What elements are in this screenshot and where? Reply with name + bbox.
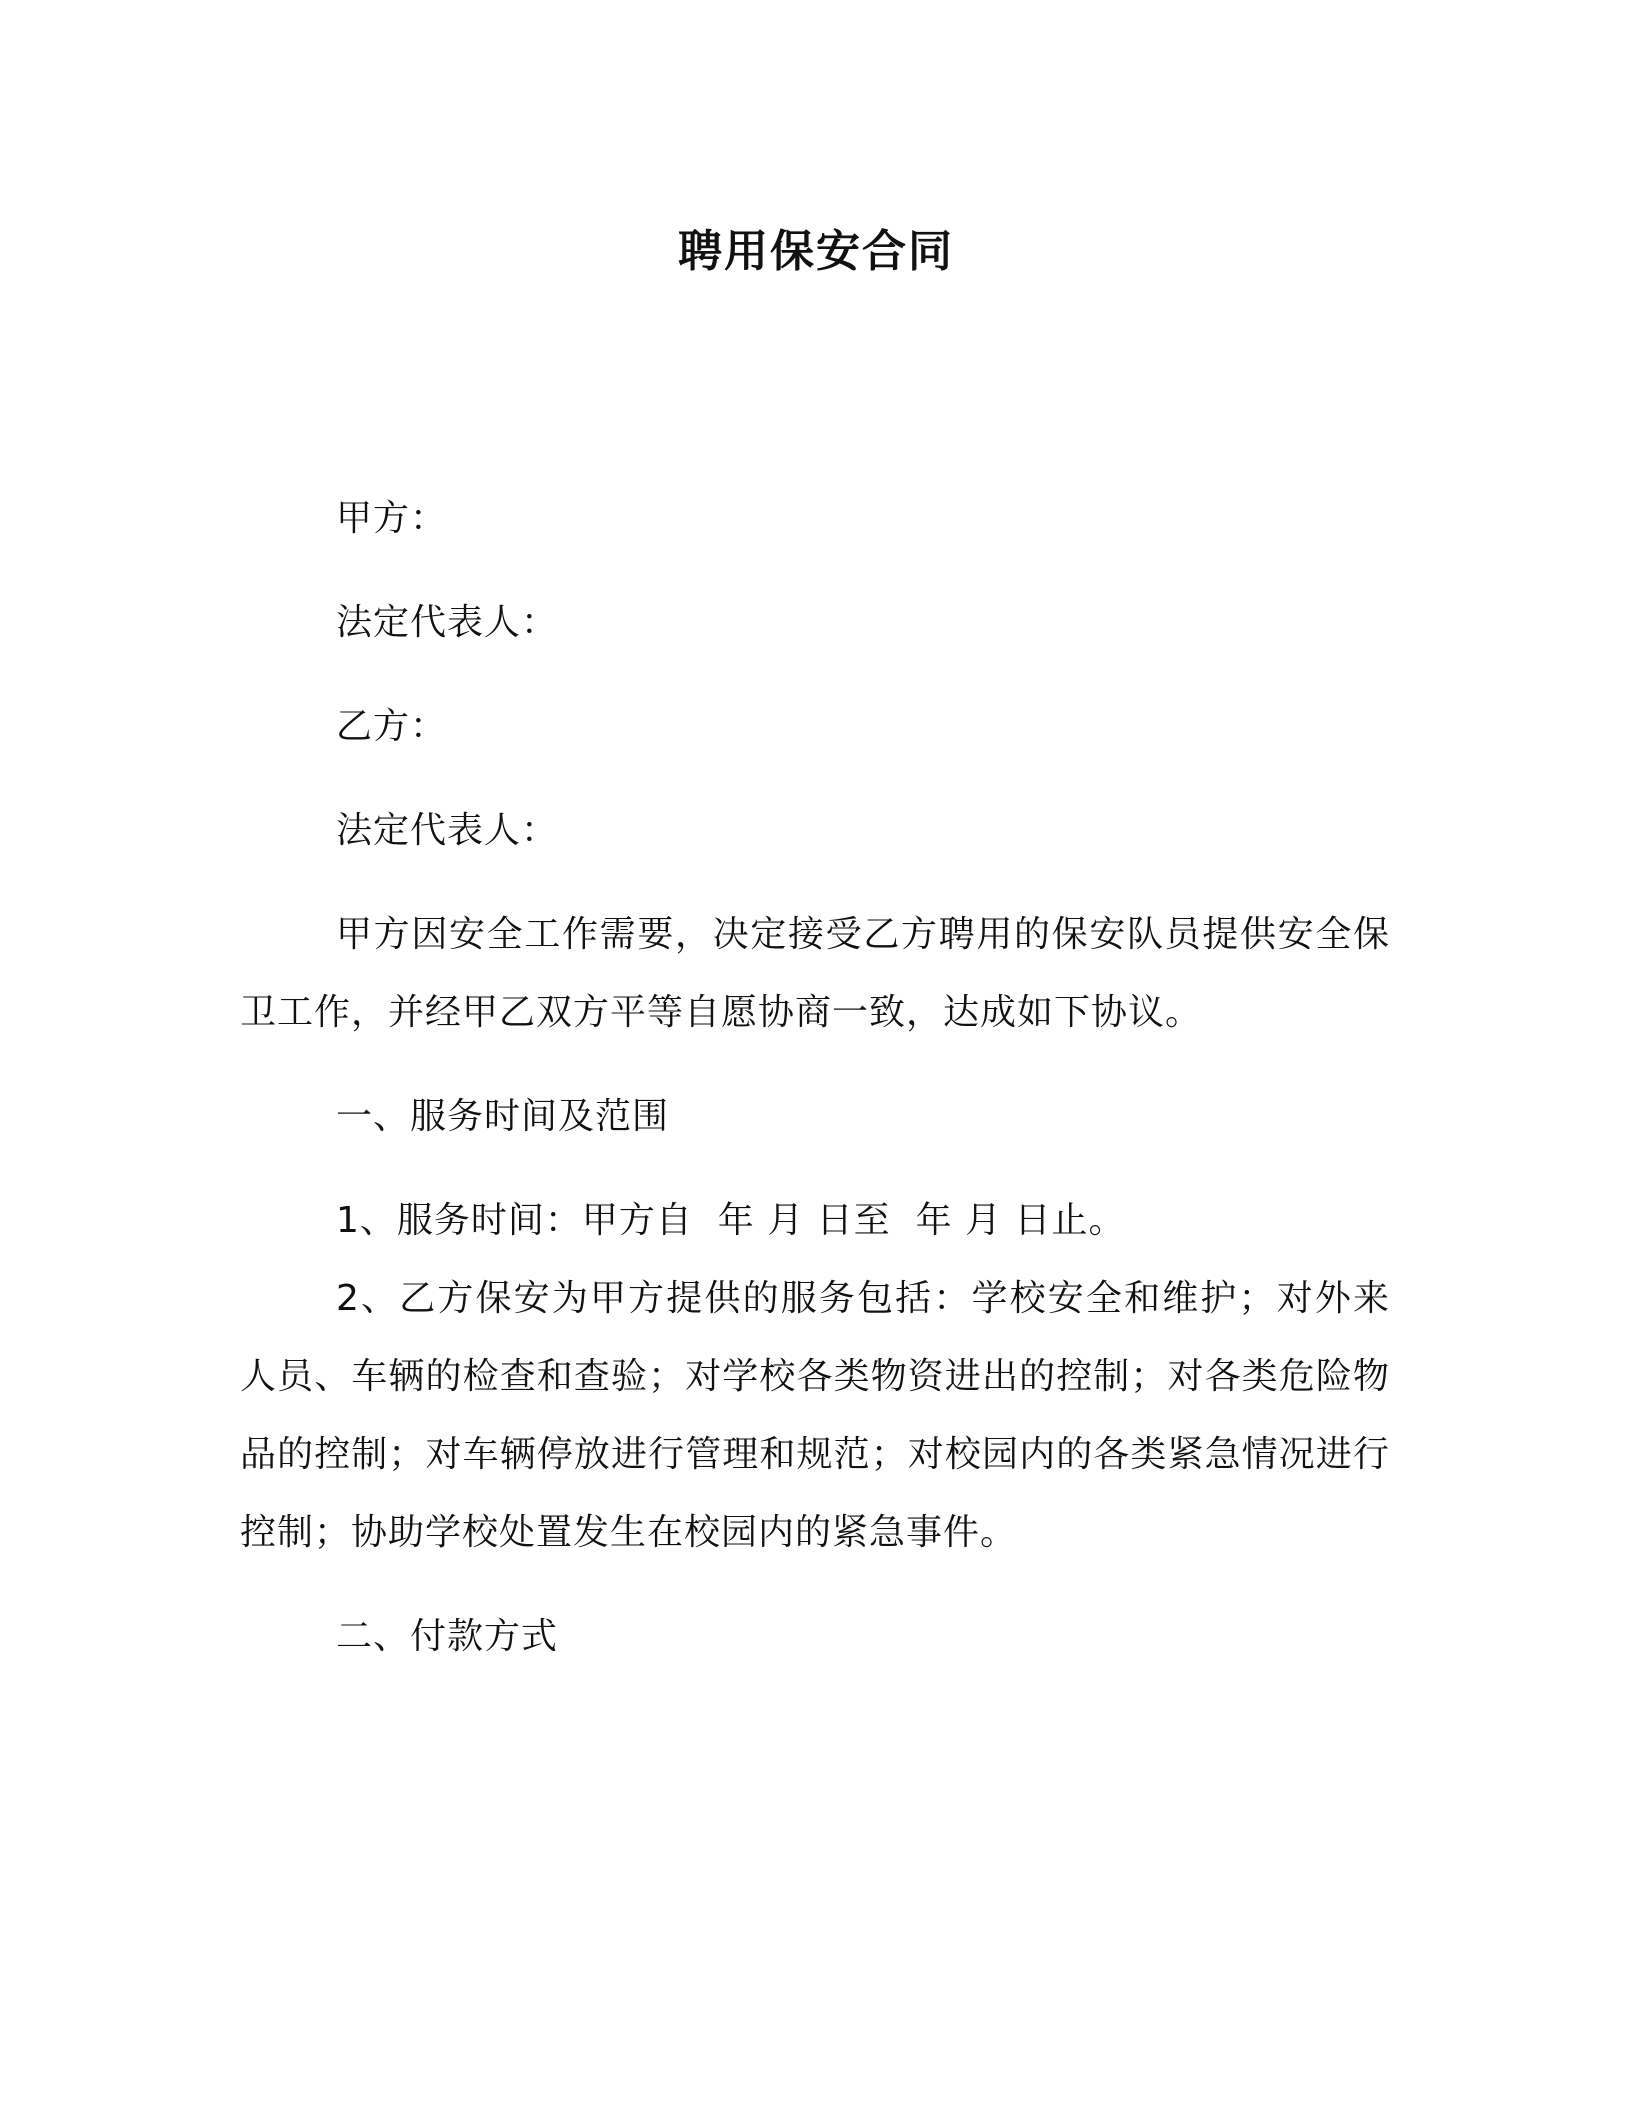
party-b-representative-field: 法定代表人： — [336, 810, 559, 851]
party-a-representative-field: 法定代表人： — [336, 602, 559, 643]
intro-paragraph: 甲方因安全工作需要，决定接受乙方聘用的保安队员提供安全保卫工作，并经甲乙双方平等自愿协商一致，达成如下协议。 — [240, 914, 1390, 1033]
service-scope-item: 2、乙方保安为甲方提供的服务包括：学校安全和维护；对外来人员、车辆的检查和查验；对学校各类物资进出的控制；对各类危险物品的控制；对车辆停放进行管理和规范；对校园内的各类紧急情况进行控制；协助学校处置发生在校园内的紧急事件。 — [240, 1278, 1390, 1553]
party-b-field: 乙方： — [336, 706, 448, 747]
document-body — [240, 480, 1390, 1702]
document-title: 聘用保安合同 — [678, 226, 954, 277]
section-1-heading: 一、服务时间及范围 — [336, 1096, 670, 1137]
service-time-item: 1、服务时间：甲方自 年 月 日至 年 月 日止。 — [336, 1200, 1126, 1241]
party-a-field: 甲方： — [336, 498, 448, 539]
section-2-heading: 二、付款方式 — [336, 1616, 559, 1657]
